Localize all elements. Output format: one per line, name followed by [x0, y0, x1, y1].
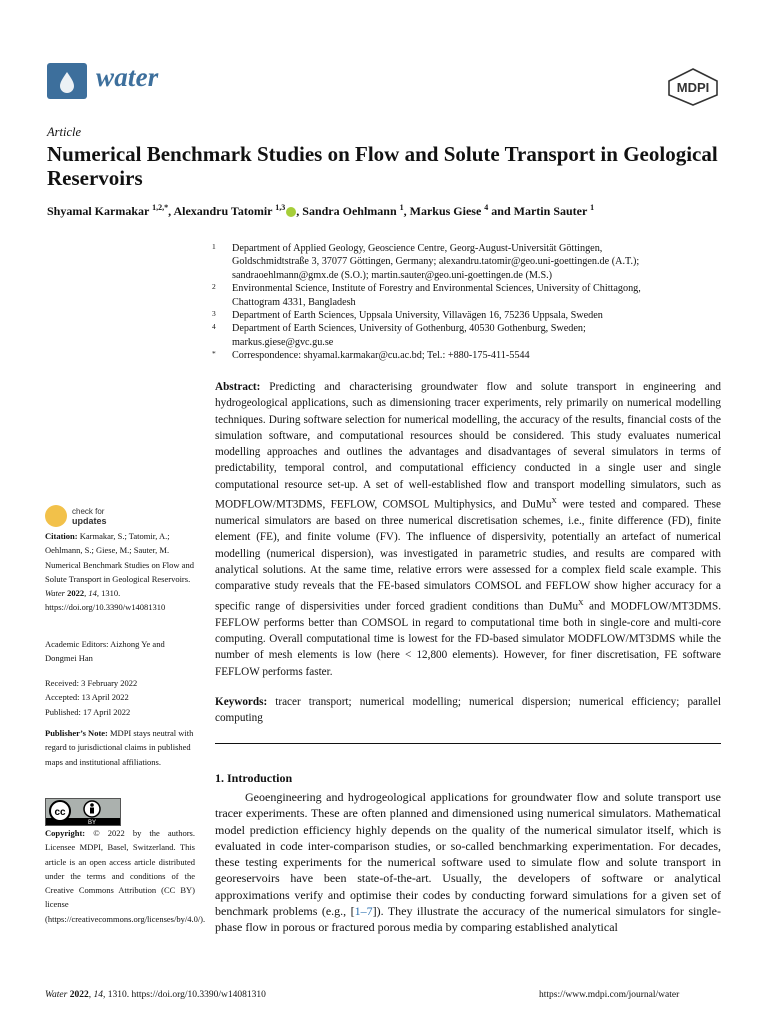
- affiliation: 2 Environmental Science, Institute of Forestry and Environmental Sciences, University of Chittagong, Chattogram 4331, Bangladesh: [212, 282, 641, 308]
- cc-by-license-icon[interactable]: [45, 798, 121, 826]
- section-divider: [215, 743, 721, 744]
- section-heading: 1. Introduction: [215, 771, 293, 785]
- author-list: Shyamal Karmakar $^{1,2,*}$, Alexandru Tatomir $^{1,3}$ , Sandra Oehlmann $^1$, Markus Giese $^4$ and Martin Sauter $^1$: [47, 203, 595, 218]
- check-updates-icon: [45, 505, 67, 527]
- publishers-note: Publisher’s Note: MDPI stays neutral with regard to jurisdictional claims in published maps and institutional affiliations.: [45, 728, 194, 767]
- affiliations: [212, 242, 712, 363]
- orcid-icon[interactable]: [286, 207, 296, 217]
- accepted-date: Accepted: 13 April 2022: [45, 692, 129, 703]
- received-date: Received: 3 February 2022: [45, 678, 138, 688]
- introduction-paragraph: Geoengineering and hydrogeological applications for groundwater flow and solute transport use tracer experiments. These are often planned and dimensioned using numerical simulators. Mathematical model prediction efficiency highly depends on the quality of the numerical simulator itself, which is evaluated in code inter-comparison studies, or so-called benchmarking experimentation. For decades, these testing experiments for the numerical software used to simulate flow and solute transport in georeservoirs have been state-of-the-art. Usually, the developers of software or analytical approximations verify and optimise their codes by conducting forward simulations for a given set of benchmark problems (e.g., [1–7]). They illustrate the accuracy of the numerical simulators for single-phase flow in porous or fractured porous media by comparing established analytical: [215, 790, 721, 935]
- author-name: Markus Giese: [409, 204, 482, 218]
- doi-link[interactable]: 1310. https://doi.org/10.3390/w14081310: [45, 588, 166, 613]
- author-affiliation-mark: 1,2,*: [152, 203, 169, 212]
- journal-url-link[interactable]: https://www.mdpi.com/journal/water: [539, 990, 680, 1000]
- check-for-updates-button[interactable]: check for updates: [45, 505, 155, 531]
- cc-by-text: BY: [87, 820, 97, 825]
- author-name: Alexandru Tatomir: [173, 204, 273, 218]
- mdpi-logo-text: MDPI: [676, 80, 710, 95]
- journal-name: water: [96, 62, 159, 92]
- mdpi-logo: [666, 67, 720, 107]
- journal-logo-icon: [47, 63, 87, 99]
- abstract-label: Abstract:: [215, 381, 261, 393]
- keywords-label: Keywords:: [215, 696, 268, 708]
- author-affiliation-mark: 4: [484, 203, 489, 212]
- author-affiliation-mark: 1: [399, 203, 404, 212]
- academic-editors: Academic Editors: Aizhong Ye and Dongmei Han: [45, 639, 165, 664]
- correspondence: * Correspondence: shyamal.karmakar@cu.ac.bd; Tel.: +880-175-411-5544: [212, 349, 530, 362]
- reference-link[interactable]: 1–7: [354, 904, 373, 919]
- affiliation: 3 Department of Earth Sciences, Uppsala University, Villavägen 16, 75236 Uppsala, Sweden: [212, 309, 603, 322]
- published-date: Published: 17 April 2022: [45, 706, 131, 717]
- svg-text:cc: cc: [54, 807, 66, 818]
- affiliation: 4 Department of Earth Sciences, University of Gothenburg, 40530 Gothenburg, Sweden; markus.giese@gvc.gu.se: [212, 322, 586, 348]
- keywords: Keywords: tracer transport; numerical modelling; numerical dispersion; numerical efficiency; parallel computing: [215, 696, 721, 725]
- citation: Citation: Karmakar, S.; Tatomir, A.; Oehlmann, S.; Giese, M.; Sauter, M. Numerical Benchmark Studies on Flow and Solute Transport in Geological Reservoirs. Water 2022, 14, 1310. https://doi.org/10.3390/w14081310: [45, 531, 194, 613]
- article-type: Article: [47, 125, 82, 139]
- publication-dates: [45, 676, 195, 719]
- author-affiliation-mark: 1,3: [275, 203, 286, 212]
- abstract: Abstract: Predicting and characterising groundwater flow and solute transport in engineering and hydrogeological applications, such as dimensioning tracer experiments, rely primarily on numerical modelling techniques. During software selection for numerical modelling, the accuracy of the results, financial costs of the simulation software, and computational resources should be considered. This study evaluates numerical modelling approaches and outlines the advantages and disadvantages of several simulators in terms of predictability, temporal control, and computational efficiency conducted in a single user and single computational resource set-up. A set of well-established flow and transport modelling simulators, such as MODFLOW/MT3DMS, FEFLOW, COMSOL Multiphysics, and DuMu$^X$ were tested and compared. These numerical simulators are based on three numerical discretisation schemes, i.e., finite difference (FD), finite element (FE), and finite volume (FV). The influence of dispersivity, potentially an artefact of numerical modelling (numerical dispersion), was investigated in parametric studies, and results are compared with analytical solutions. At the same time, relative errors were assessed for a complex field scale example. This comparative study reveals that the FE-based simulators COMSOL and FEFLOW show higher accuracy for a specific range of dispersivities under forced gradient conditions than DuMu$^X$ and MODFLOW/MT3DMS. FEFLOW performs better than COMSOL in regard to computational time both in single-core and multi-core computing. Overall computational time is lowest for the FD-based simulator MODFLOW/MT3DMS while the number of mesh elements is low (here < 12,800 elements). However, for finer discretisation, FE software FEFLOW performs faster.: [215, 381, 721, 678]
- footer-citation: Water 2022, 14, 1310. https://doi.org/10.3390/w14081310: [45, 990, 266, 1000]
- author-affiliation-mark: 1: [590, 203, 595, 212]
- copyright: Copyright: © 2022 by the authors. Licensee MDPI, Basel, Switzerland. This article is an open access article distributed under the terms and conditions of the Creative Commons Attribution (CC BY) license (https://creativecommons.org/licenses/by/4.0/).: [45, 828, 206, 924]
- author-name: Shyamal Karmakar: [47, 204, 150, 218]
- paper-title: Numerical Benchmark Studies on Flow and Solute Transport in Geological Reservoirs: [47, 142, 718, 190]
- affiliation: 1 Department of Applied Geology, Geoscience Centre, Georg-August-Universität Göttingen, Goldschmidtstraße 3, 37077 Göttingen, Germany; alexandru.tatomir@geo.uni-goettingen.de (A.T.); sandraoehlmann@gmx.de (S.O.); martin.sauter@geo.uni-goettingen.de (M.S.): [212, 242, 640, 281]
- author-name: Martin Sauter: [513, 204, 588, 218]
- author-name: Sandra Oehlmann: [302, 204, 397, 218]
